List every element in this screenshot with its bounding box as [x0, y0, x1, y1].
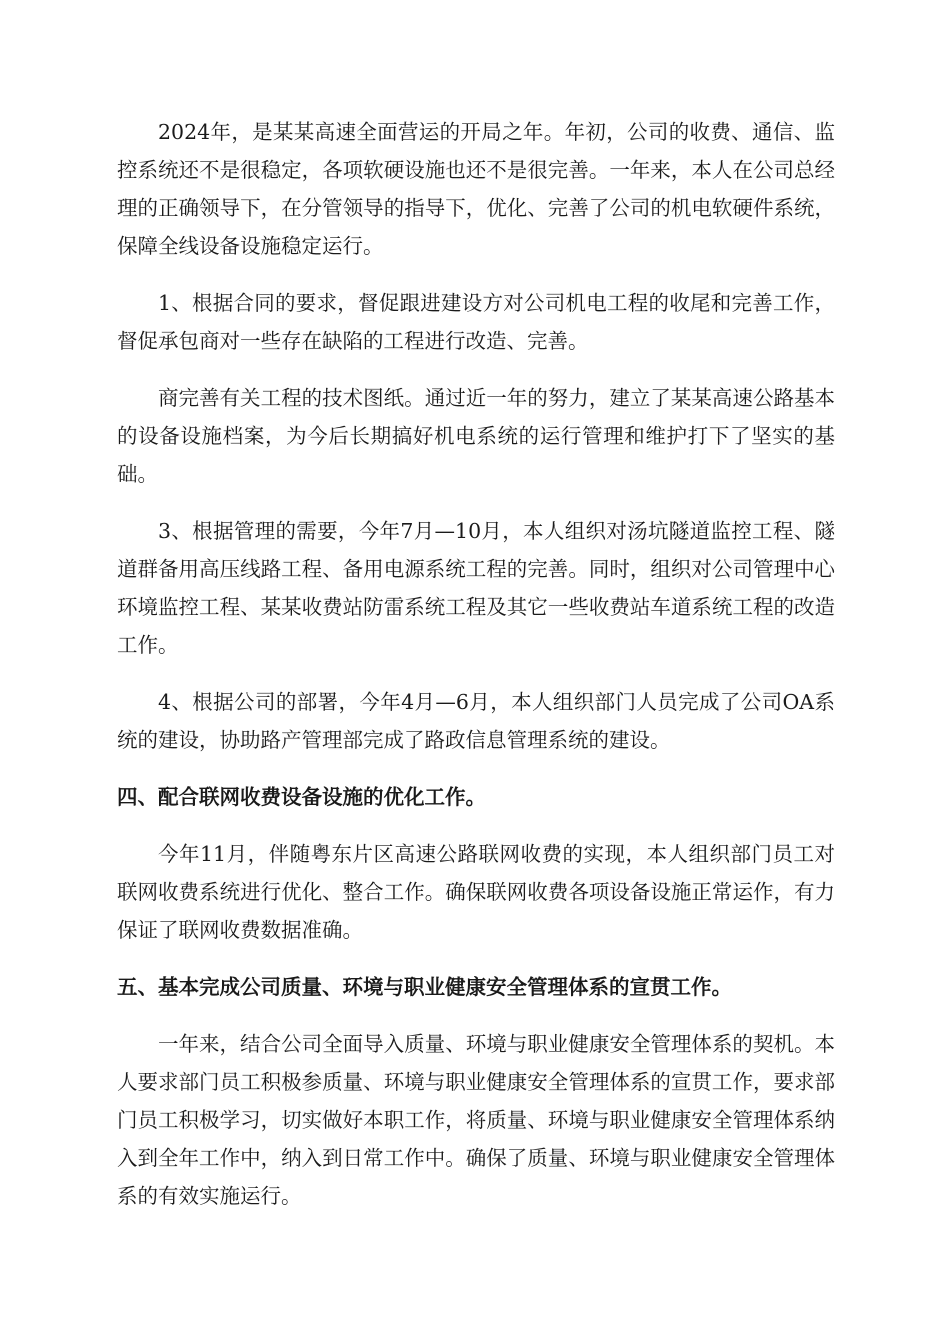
item-4-paragraph: 4、根据公司的部署，今年4月—6月，本人组织部门人员完成了公司OA系统的建设，协助路产管理部完成了路政信息管理系统的建设。 — [117, 690, 835, 752]
section-5-paragraph: 一年来，结合公司全面导入质量、环境与职业健康安全管理体系的契机。本人要求部门员工积极参质量、环境与职业健康安全管理体系的宣贯工作，要求部门员工积极学习，切实做好本职工作，将质量、环境与职业健康安全管理体系纳入到全年工作中，纳入到日常工作中。确保了质量、环境与职业健康安全管理体系的有效实施运行。 — [117, 1032, 835, 1208]
drawings-paragraph: 商完善有关工程的技术图纸。通过近一年的努力，建立了某某高速公路基本的设备设施档案，为今后长期搞好机电系统的运行管理和维护打下了坚实的基础。 — [117, 386, 835, 486]
section-5-heading: 五、基本完成公司质量、环境与职业健康安全管理体系的宣贯工作。 — [117, 975, 732, 999]
intro-paragraph: 2024年，是某某高速全面营运的开局之年。年初，公司的收费、通信、监控系统还不是很稳定，各项软硬设施也还不是很完善。一年来，本人在公司总经理的正确领导下，在分管领导的指导下，优化、完善了公司的机电软硬件系统，保障全线设备设施稳定运行。 — [117, 120, 835, 258]
document-body — [117, 113, 835, 1234]
section-4-heading: 四、配合联网收费设备设施的优化工作。 — [117, 785, 486, 809]
item-3-paragraph: 3、根据管理的需要，今年7月—10月，本人组织对汤坑隧道监控工程、隧道群备用高压线路工程、备用电源系统工程的完善。同时，组织对公司管理中心环境监控工程、某某收费站防雷系统工程及其它一些收费站车道系统工程的改造工作。 — [117, 519, 835, 657]
section-4-paragraph: 今年11月，伴随粤东片区高速公路联网收费的实现，本人组织部门员工对联网收费系统进行优化、整合工作。确保联网收费各项设备设施正常运作，有力保证了联网收费数据准确。 — [117, 842, 835, 942]
item-1-paragraph: 1、根据合同的要求，督促跟进建设方对公司机电工程的收尾和完善工作，督促承包商对一些存在缺陷的工程进行改造、完善。 — [117, 291, 835, 353]
